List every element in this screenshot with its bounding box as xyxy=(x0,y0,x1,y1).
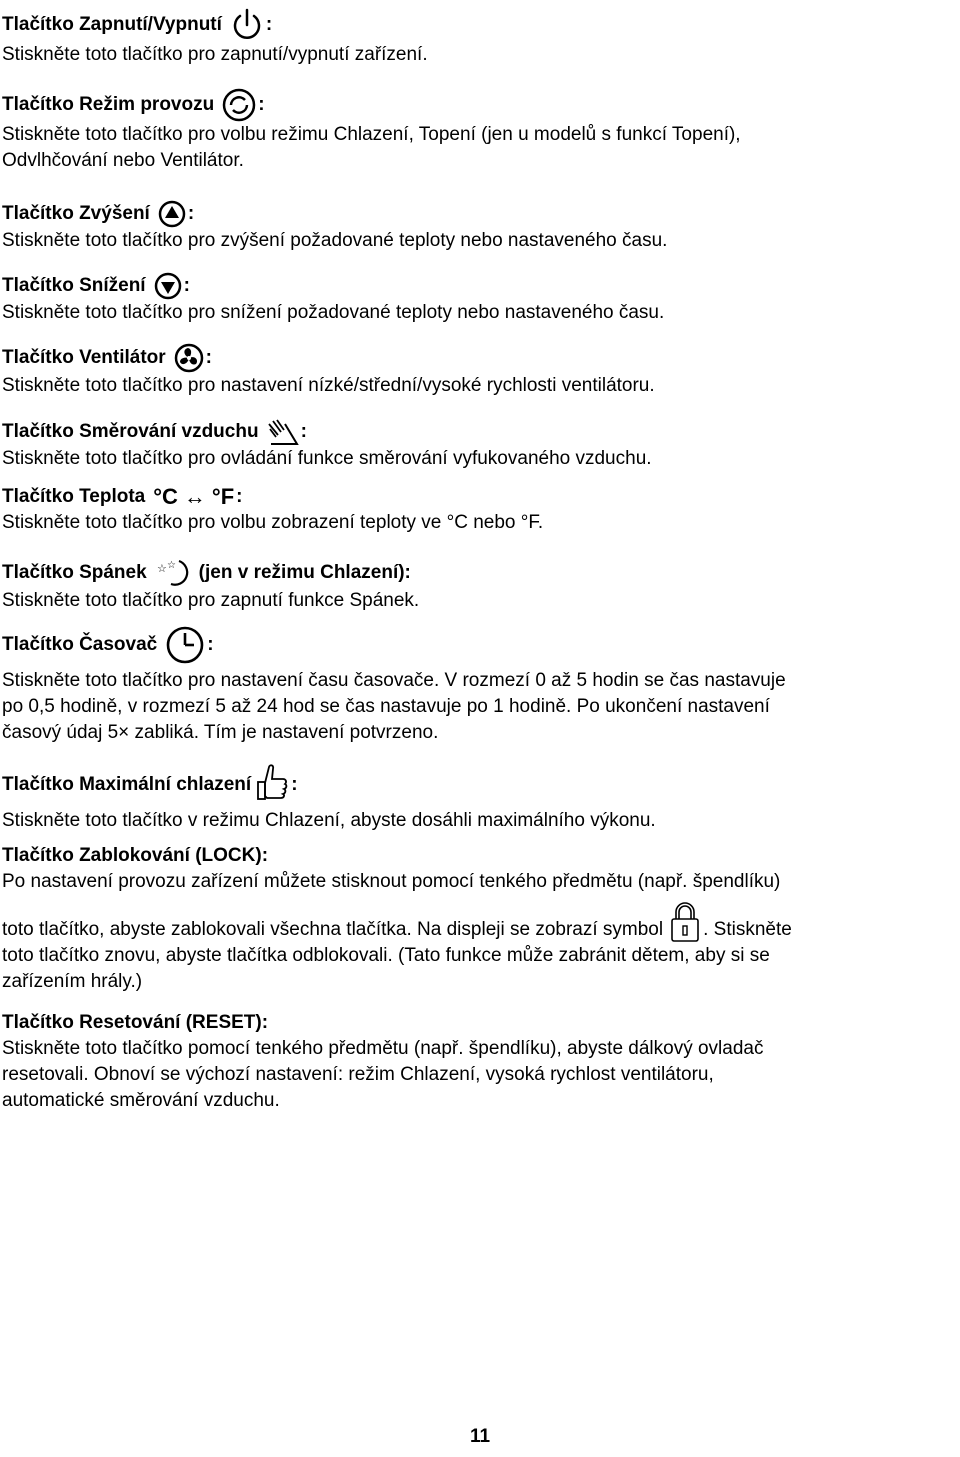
body-timer-line-2: po 0,5 hodině, v rozmezí 5 až 24 hod se čas nastavuje po 1 hodině. Po ukončení nastavení xyxy=(2,696,770,717)
body-lock-line-4: zařízením hrály.) xyxy=(2,971,143,992)
body-lock-line-2: toto tlačítko, abyste zablokovali všechna tlačítka. Na displeji se zobrazí symbol . Stiskněte xyxy=(2,895,958,943)
body-reset-line-2: resetovali. Obnoví se výchozí nastavení: režim Chlazení, vysoká rychlost ventilátoru, xyxy=(2,1064,714,1085)
svg-text:☆: ☆ xyxy=(156,562,167,575)
fan-icon xyxy=(174,343,204,373)
heading-sleep: Tlačítko Spánek ☆ ☆ (jen v režimu Chlazení): xyxy=(2,558,958,588)
heading-timer: Tlačítko Časovač : xyxy=(2,622,958,668)
body-max-cooling: Stiskněte toto tlačítko v režimu Chlazení, abyste dosáhli maximálního výkonu. xyxy=(2,810,656,831)
body-reset-line-3: automatické směrování vzduchu. xyxy=(2,1090,280,1111)
body-airflow: Stiskněte toto tlačítko pro ovládání funkce směrování vyfukovaného vzduchu. xyxy=(2,448,652,469)
section-reset xyxy=(2,1010,958,1114)
section-up xyxy=(2,200,958,254)
body-fan: Stiskněte toto tlačítko pro nastavení nízké/střední/vysoké rychlosti ventilátoru. xyxy=(2,375,655,396)
heading-mode: Tlačítko Režim provozu : xyxy=(2,88,958,122)
heading-max-cooling: Tlačítko Maximální chlazení : xyxy=(2,762,958,808)
heading-airflow: Tlačítko Směrování vzduchu : xyxy=(2,418,958,446)
heading-down: Tlačítko Snížení : xyxy=(2,272,958,300)
section-timer xyxy=(2,622,958,746)
body-reset-line-1: Stiskněte toto tlačítko pomocí tenkého předmětu (např. špendlíku), abyste dálkový ovladač xyxy=(2,1038,764,1059)
body-lock-line-1: Po nastavení provozu zařízení můžete stisknout pomocí tenkého předmětu (např. špendlíku) xyxy=(2,871,781,892)
body-up: Stiskněte toto tlačítko pro zvýšení požadované teploty nebo nastaveného času. xyxy=(2,230,668,251)
section-sleep xyxy=(2,558,958,614)
heading-power: Tlačítko Zapnutí/Vypnutí : xyxy=(2,8,958,42)
section-airflow xyxy=(2,418,958,472)
heading-lock: Tlačítko Zablokování (LOCK): xyxy=(2,845,269,866)
body-lock-line-3: toto tlačítko znovu, abyste tlačítka odblokovali. (Tato funkce může zabránit dětem, aby si se xyxy=(2,945,770,966)
section-fan xyxy=(2,343,958,399)
fahrenheit-label: °F xyxy=(211,484,235,509)
power-icon xyxy=(230,8,264,42)
sleep-icon xyxy=(155,558,193,588)
body-power: Stiskněte toto tlačítko pro zapnutí/vypnutí zařízení. xyxy=(2,44,428,65)
body-down: Stiskněte toto tlačítko pro snížení požadované teploty nebo nastaveného času. xyxy=(2,302,665,323)
section-power xyxy=(2,8,958,68)
body-temperature: Stiskněte toto tlačítko pro volbu zobrazení teploty ve °C nebo °F. xyxy=(2,512,544,533)
heading-fan: Tlačítko Ventilátor : xyxy=(2,343,958,373)
section-mode xyxy=(2,88,958,174)
celsius-fahrenheit-icon xyxy=(153,484,234,510)
page-number: 11 xyxy=(469,1426,491,1447)
heading-up: Tlačítko Zvýšení : xyxy=(2,200,958,228)
airflow-direction-icon xyxy=(267,418,299,446)
down-arrow-icon xyxy=(154,272,182,300)
timer-clock-icon xyxy=(165,625,205,665)
section-temperature xyxy=(2,484,958,536)
swap-arrow-icon: ↔ xyxy=(183,484,206,509)
thumbs-up-icon xyxy=(255,763,289,807)
celsius-label: °C xyxy=(153,484,178,509)
heading-reset: Tlačítko Resetování (RESET): xyxy=(2,1012,269,1033)
body-timer-line-1: Stiskněte toto tlačítko pro nastavení času časovače. V rozmezí 0 až 5 hodin se čas nastavuje xyxy=(2,670,786,691)
section-down xyxy=(2,272,958,326)
body-timer-line-3: časový údaj 5× zabliká. Tím je nastavení potvrzeno. xyxy=(2,722,439,743)
svg-text:☆: ☆ xyxy=(166,560,176,571)
heading-temperature: Tlačítko Teplota °C ↔ °F : xyxy=(2,484,243,509)
section-max-cooling xyxy=(2,762,958,834)
body-sleep: Stiskněte toto tlačítko pro zapnutí funkce Spánek. xyxy=(2,590,420,611)
lock-icon xyxy=(669,901,701,943)
section-lock xyxy=(2,843,958,995)
body-mode-line-2: Odvlhčování nebo Ventilátor. xyxy=(2,150,244,171)
up-arrow-icon xyxy=(158,200,186,228)
body-mode-line-1: Stiskněte toto tlačítko pro volbu režimu Chlazení, Topení (jen u modelů s funkcí Topení), xyxy=(2,124,741,145)
mode-icon xyxy=(222,88,256,122)
